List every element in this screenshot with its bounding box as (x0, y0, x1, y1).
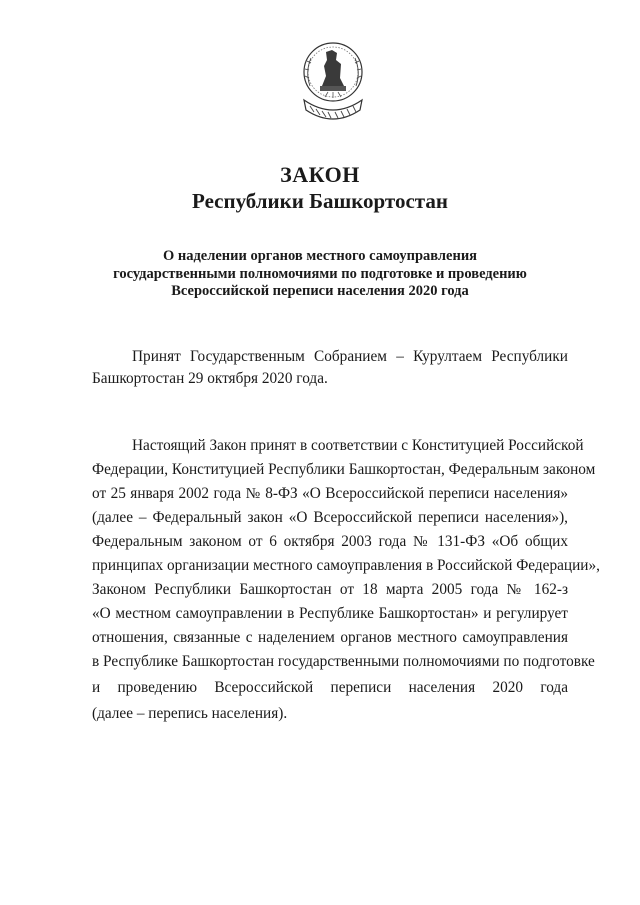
preamble-line: в Республике Башкортостан государственными полномочиями по подготовке (92, 653, 595, 670)
preamble-line: Федерации, Конституцией Республики Башкортостан, Федеральным законом (92, 461, 596, 478)
document-title: ЗАКОН (280, 162, 360, 187)
preamble-line: «О местном самоуправлении в Республике Башкортостан» и регулирует (92, 605, 568, 622)
preamble-line: Федеральным законом от 6 октября 2003 года № 131-ФЗ «Об общих (92, 533, 568, 550)
preamble-line: (далее – перепись населения). (92, 705, 288, 722)
document-subtitle: Республики Башкортостан (192, 189, 448, 213)
preamble-line: принципах организации местного самоуправления в Российской Федерации», (92, 557, 600, 574)
preamble-line: Законом Республики Башкортостан от 18 марта 2005 года № 162-з (92, 581, 568, 598)
preamble-line: (далее – Федеральный закон «О Всероссийской переписи населения»), (92, 509, 568, 526)
preamble-line: Настоящий Закон принят в соответствии с Конституцией Российской (132, 437, 584, 454)
adopted-line: Башкортостан 29 октября 2020 года. (92, 370, 328, 387)
subject-line: Всероссийской переписи населения 2020 года (171, 283, 469, 299)
preamble-line: от 25 января 2002 года № 8-ФЗ «О Всероссийской переписи населения» (92, 485, 568, 502)
adopted-line: Принят Государственным Собранием – Курултаем Республики (132, 348, 568, 365)
subject-line: О наделении органов местного самоуправления (162, 248, 478, 264)
preamble-line: отношения, связанные с наделением органов местного самоуправления (92, 629, 568, 646)
law-subject (80, 248, 560, 301)
subject-line: государственными полномочиями по подготовке и проведению (113, 265, 527, 282)
coat-of-arms-icon (296, 36, 370, 132)
preamble-line: и проведению Всероссийской переписи населения 2020 года (92, 679, 568, 696)
